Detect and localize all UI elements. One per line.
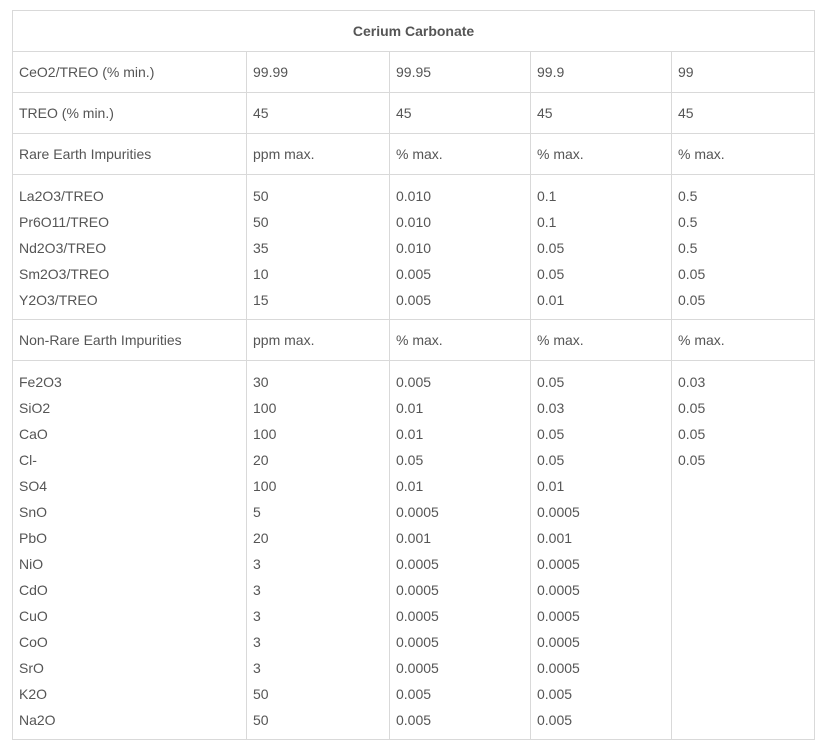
list-item: 0.05 <box>537 240 565 256</box>
value-list <box>672 361 815 740</box>
value-list <box>672 175 815 320</box>
list-item: 0.010 <box>396 188 432 204</box>
list-item: 3 <box>253 634 261 650</box>
list-item: 10 <box>253 266 269 282</box>
list-item: 0.0005 <box>537 660 580 676</box>
list-item: 0.0005 <box>537 608 580 624</box>
list-item: 50 <box>253 686 269 702</box>
list-item: 0.005 <box>396 266 432 282</box>
list-item: 0.1 <box>537 188 557 204</box>
list-item: CdO <box>19 582 48 598</box>
list-item: 20 <box>253 452 269 468</box>
list-item: 0.0005 <box>537 634 580 650</box>
list-item: NiO <box>19 556 44 572</box>
rare-earth-impurities-block <box>13 175 815 320</box>
list-item: 0.005 <box>396 292 432 308</box>
impurity-label-list <box>13 361 247 740</box>
list-item: Sm2O3/TREO <box>19 266 110 282</box>
unit-cell: % max. <box>390 320 531 361</box>
list-item: 0.5 <box>678 214 698 230</box>
table-cell: 45 <box>247 93 390 134</box>
list-item: 0.05 <box>678 266 706 282</box>
list-item: 15 <box>253 292 269 308</box>
list-item: 3 <box>253 660 261 676</box>
list-item: CoO <box>19 634 48 650</box>
list-item: 0.001 <box>396 530 432 546</box>
list-item: 50 <box>253 214 269 230</box>
non-rare-earth-impurities-block <box>13 361 815 740</box>
unit-cell: % max. <box>390 134 531 175</box>
list-item: 0.01 <box>537 478 565 494</box>
list-item: Y2O3/TREO <box>19 292 98 308</box>
list-item: Nd2O3/TREO <box>19 240 107 256</box>
list-item: CuO <box>19 608 48 624</box>
list-item: 0.005 <box>396 374 432 390</box>
list-item: 0.0005 <box>396 608 439 624</box>
list-item: 0.05 <box>537 374 565 390</box>
list-item: 0.0005 <box>537 504 580 520</box>
list-item: 100 <box>253 478 277 494</box>
list-item: SO4 <box>19 478 48 494</box>
list-item: 0.005 <box>396 712 432 728</box>
table-row <box>13 93 815 134</box>
list-item: 0.05 <box>678 452 706 468</box>
row-label: Non-Rare Earth Impurities <box>13 320 247 361</box>
list-item: 0.005 <box>396 686 432 702</box>
table-cell: 99.99 <box>247 52 390 93</box>
value-list <box>390 361 531 740</box>
unit-cell: % max. <box>531 134 672 175</box>
list-item: 0.1 <box>537 214 557 230</box>
list-item: 0.01 <box>396 400 424 416</box>
list-item: 20 <box>253 530 269 546</box>
list-item: 0.0005 <box>537 556 580 572</box>
list-item: 0.005 <box>537 712 573 728</box>
list-item: 0.01 <box>396 478 424 494</box>
list-item: 0.0005 <box>396 504 439 520</box>
section-header-row <box>13 320 815 361</box>
list-item: 0.05 <box>678 426 706 442</box>
list-item: 0.0005 <box>396 556 439 572</box>
list-item: SrO <box>19 660 44 676</box>
list-item: 5 <box>253 504 261 520</box>
list-item: Cl- <box>19 452 37 468</box>
list-item: 0.03 <box>678 374 706 390</box>
value-list <box>247 175 390 320</box>
list-item: La2O3/TREO <box>19 188 104 204</box>
list-item: CaO <box>19 426 48 442</box>
list-item: Pr6O11/TREO <box>19 214 109 230</box>
list-item: 0.0005 <box>537 582 580 598</box>
table-cell: 99.9 <box>531 52 672 93</box>
list-item: Na2O <box>19 712 56 728</box>
list-item: Fe2O3 <box>19 374 62 390</box>
list-item: 0.5 <box>678 188 698 204</box>
value-list <box>390 175 531 320</box>
list-item: 30 <box>253 374 269 390</box>
table-row <box>13 52 815 93</box>
list-item: PbO <box>19 530 48 546</box>
list-item: 50 <box>253 712 269 728</box>
cerium-carbonate-spec-table <box>12 10 815 740</box>
row-label: Rare Earth Impurities <box>13 134 247 175</box>
list-item: 0.001 <box>537 530 573 546</box>
list-item: 0.01 <box>396 426 424 442</box>
unit-cell: ppm max. <box>247 134 390 175</box>
list-item: 0.010 <box>396 240 432 256</box>
list-item: SnO <box>19 504 48 520</box>
list-item: 0.03 <box>537 400 565 416</box>
unit-cell: ppm max. <box>247 320 390 361</box>
list-item: 100 <box>253 426 277 442</box>
list-item: 0.05 <box>678 400 706 416</box>
value-list <box>247 361 390 740</box>
list-item: 3 <box>253 556 261 572</box>
list-item: 0.05 <box>537 426 565 442</box>
table-cell: 99 <box>672 52 815 93</box>
impurity-label-list <box>13 175 247 320</box>
unit-cell: % max. <box>531 320 672 361</box>
table-title: Cerium Carbonate <box>13 11 815 52</box>
table-cell: 45 <box>672 93 815 134</box>
list-item: 0.005 <box>537 686 573 702</box>
table-cell: 45 <box>390 93 531 134</box>
list-item: 0.01 <box>537 292 565 308</box>
row-label: TREO (% min.) <box>13 93 247 134</box>
list-item: 0.0005 <box>396 660 439 676</box>
list-item: 50 <box>253 188 269 204</box>
unit-cell: % max. <box>672 320 815 361</box>
list-item: 0.5 <box>678 240 698 256</box>
list-item: 0.010 <box>396 214 432 230</box>
list-item: 0.05 <box>537 452 565 468</box>
value-list <box>531 361 672 740</box>
list-item: 0.0005 <box>396 634 439 650</box>
list-item: 0.0005 <box>396 582 439 598</box>
list-item: 0.05 <box>396 452 424 468</box>
list-item: 0.05 <box>678 292 706 308</box>
list-item: SiO2 <box>19 400 51 416</box>
value-list <box>531 175 672 320</box>
table-cell: 99.95 <box>390 52 531 93</box>
list-item: 100 <box>253 400 277 416</box>
list-item: 0.05 <box>537 266 565 282</box>
list-item: 35 <box>253 240 269 256</box>
section-header-row <box>13 134 815 175</box>
list-item: 3 <box>253 582 261 598</box>
list-item: K2O <box>19 686 48 702</box>
table-cell: 45 <box>531 93 672 134</box>
list-item: 3 <box>253 608 261 624</box>
row-label: CeO2/TREO (% min.) <box>13 52 247 93</box>
unit-cell: % max. <box>672 134 815 175</box>
